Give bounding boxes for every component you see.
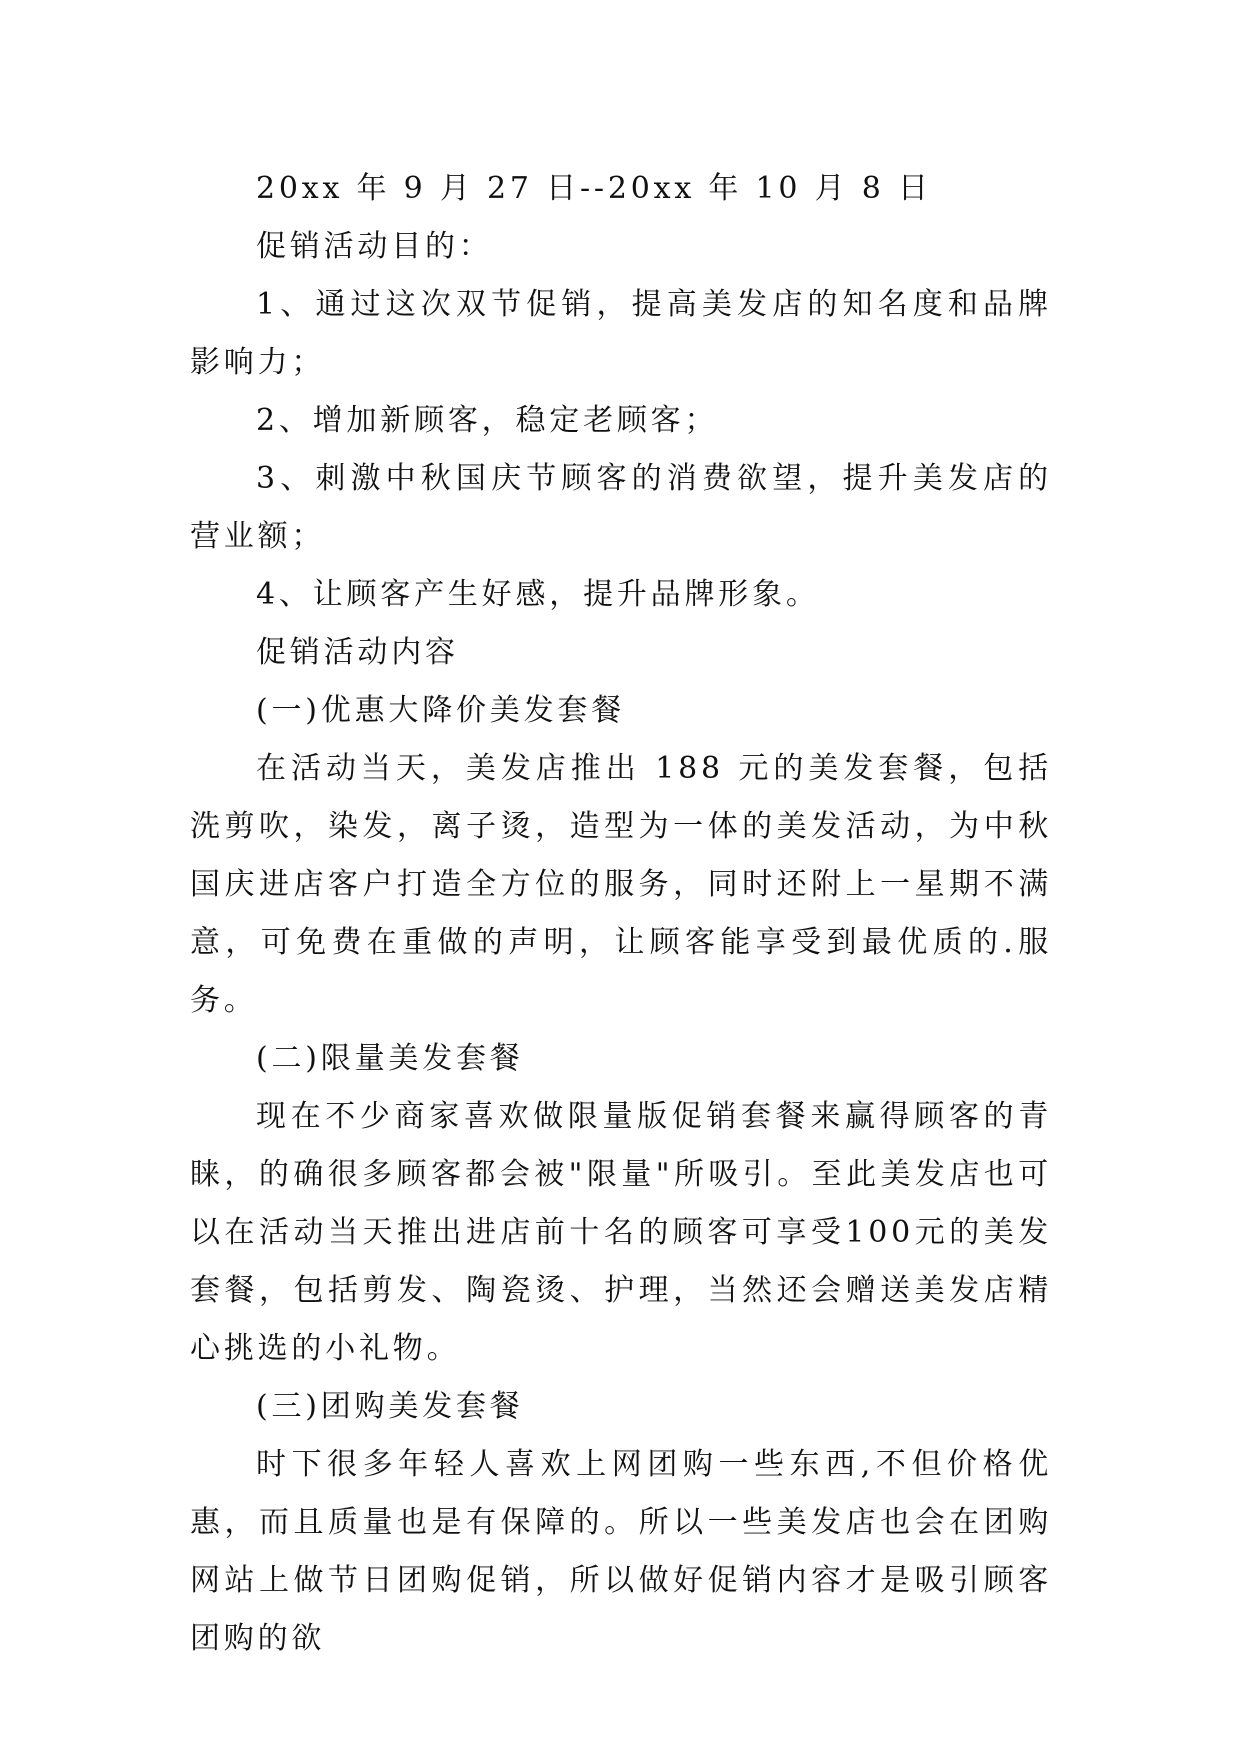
purpose-item-2: 2、增加新顾客，稳定老顾客； xyxy=(256,403,719,438)
purpose-item-4: 4、让顾客产生好感，提升品牌形象。 xyxy=(256,577,820,612)
paragraph-limited-package: 现在不少商家喜欢做限量版促销套餐来赢得顾客的青睐，的确很多顾客都会被"限量"所吸引。至此美发店也可以在活动当天推出进店前十名的顾客可享受100元的美发套餐，包括剪发、陶瓷烫、护理，当然还会赠送美发店精心挑选的小礼物。 xyxy=(190,1099,1052,1366)
subheading-discount-package: (一)优惠大降价美发套餐 xyxy=(256,693,626,728)
purpose-item-3: 3、刺激中秋国庆节顾客的消费欲望，提升美发店的营业额； xyxy=(190,461,1052,554)
subheading-group-buy-package: (三)团购美发套餐 xyxy=(256,1389,524,1424)
subheading-limited-package: (二)限量美发套餐 xyxy=(256,1041,524,1076)
section-heading-purpose: 促销活动目的： xyxy=(256,229,493,264)
paragraph-discount-package: 在活动当天，美发店推出 188 元的美发套餐，包括洗剪吹，染发，离子烫，造型为一体的美发活动，为中秋国庆进店客户打造全方位的服务，同时还附上一星期不满意，可免费在重做的声明，让顾客能享受到最优质的.服务。 xyxy=(190,751,1052,1018)
purpose-item-1: 1、通过这次双节促销，提高美发店的知名度和品牌影响力； xyxy=(190,287,1052,380)
document-page xyxy=(190,160,1052,1668)
section-heading-content: 促销活动内容 xyxy=(256,635,459,670)
paragraph-group-buy-package: 时下很多年轻人喜欢上网团购一些东西,不但价格优惠，而且质量也是有保障的。所以一些美发店也会在团购网站上做节日团购促销，所以做好促销内容才是吸引顾客团购的欲 xyxy=(190,1447,1052,1656)
date-range-line: 20xx 年 9 月 27 日--20xx 年 10 月 8 日 xyxy=(256,171,932,206)
